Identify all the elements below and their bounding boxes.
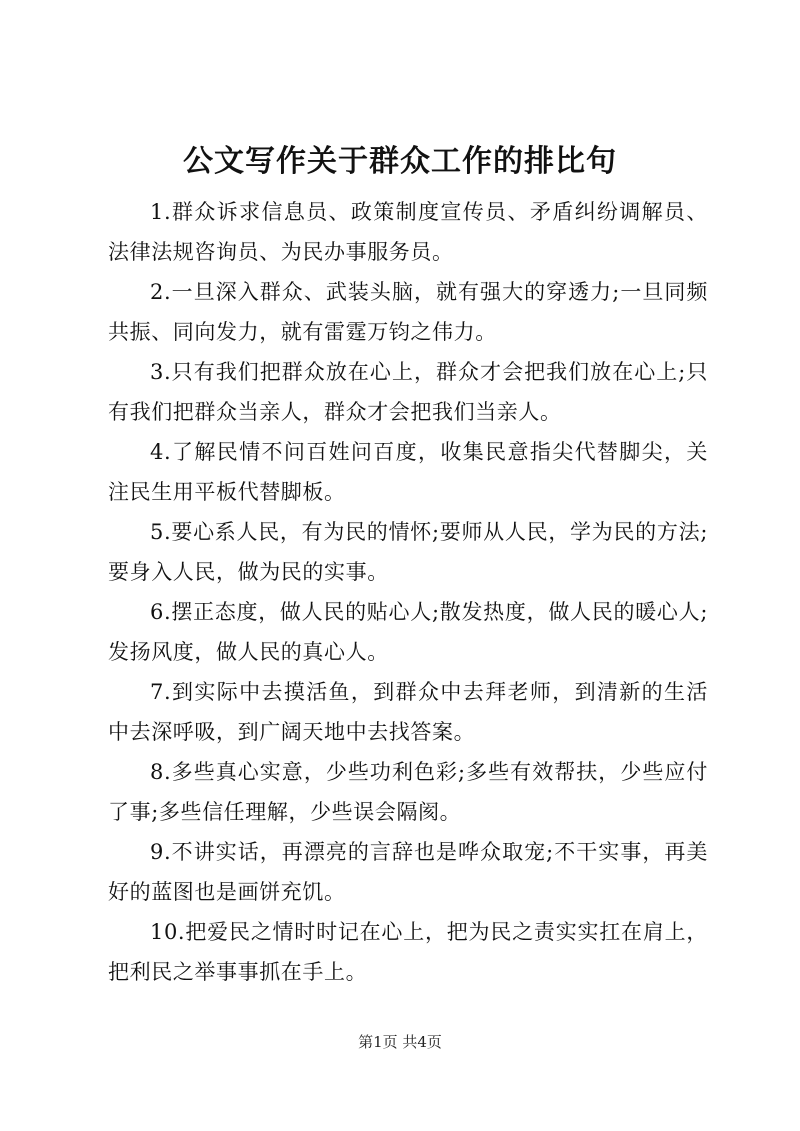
paragraph-9: 9.不讲实话，再漂亮的言辞也是哗众取宠;不干实事，再美好的蓝图也是画饼充饥。: [108, 840, 708, 904]
document-body: [108, 192, 708, 992]
paragraph-5: 5.要心系人民，有为民的情怀;要师从人民，学为民的方法;要身入人民，做为民的实事。: [108, 520, 708, 584]
document-title: 公文写作关于群众工作的排比句: [183, 144, 617, 179]
paragraph-10: 10.把爱民之情时时记在心上，把为民之责实实扛在肩上，把利民之举事事抓在手上。: [108, 920, 708, 984]
paragraph-2: 2.一旦深入群众、武装头脑，就有强大的穿透力;一旦同频共振、同向发力，就有雷霆万钧之伟力。: [108, 280, 708, 344]
paragraph-4: 4.了解民情不问百姓问百度，收集民意指尖代替脚尖，关注民生用平板代替脚板。: [108, 440, 708, 504]
paragraph-1: 1.群众诉求信息员、政策制度宣传员、矛盾纠纷调解员、法律法规咨询员、为民办事服务员。: [108, 200, 708, 264]
paragraph-6: 6.摆正态度，做人民的贴心人;散发热度，做人民的暖心人;发扬风度，做人民的真心人。: [108, 600, 708, 664]
paragraph-7: 7.到实际中去摸活鱼，到群众中去拜老师，到清新的生活中去深呼吸，到广阔天地中去找答案。: [108, 680, 708, 744]
page-indicator: 第1页 共4页: [358, 1033, 442, 1051]
paragraph-3: 3.只有我们把群众放在心上，群众才会把我们放在心上;只有我们把群众当亲人，群众才会把我们当亲人。: [108, 360, 708, 424]
paragraph-8: 8.多些真心实意，少些功利色彩;多些有效帮扶，少些应付了事;多些信任理解，少些误会隔阂。: [108, 760, 708, 824]
